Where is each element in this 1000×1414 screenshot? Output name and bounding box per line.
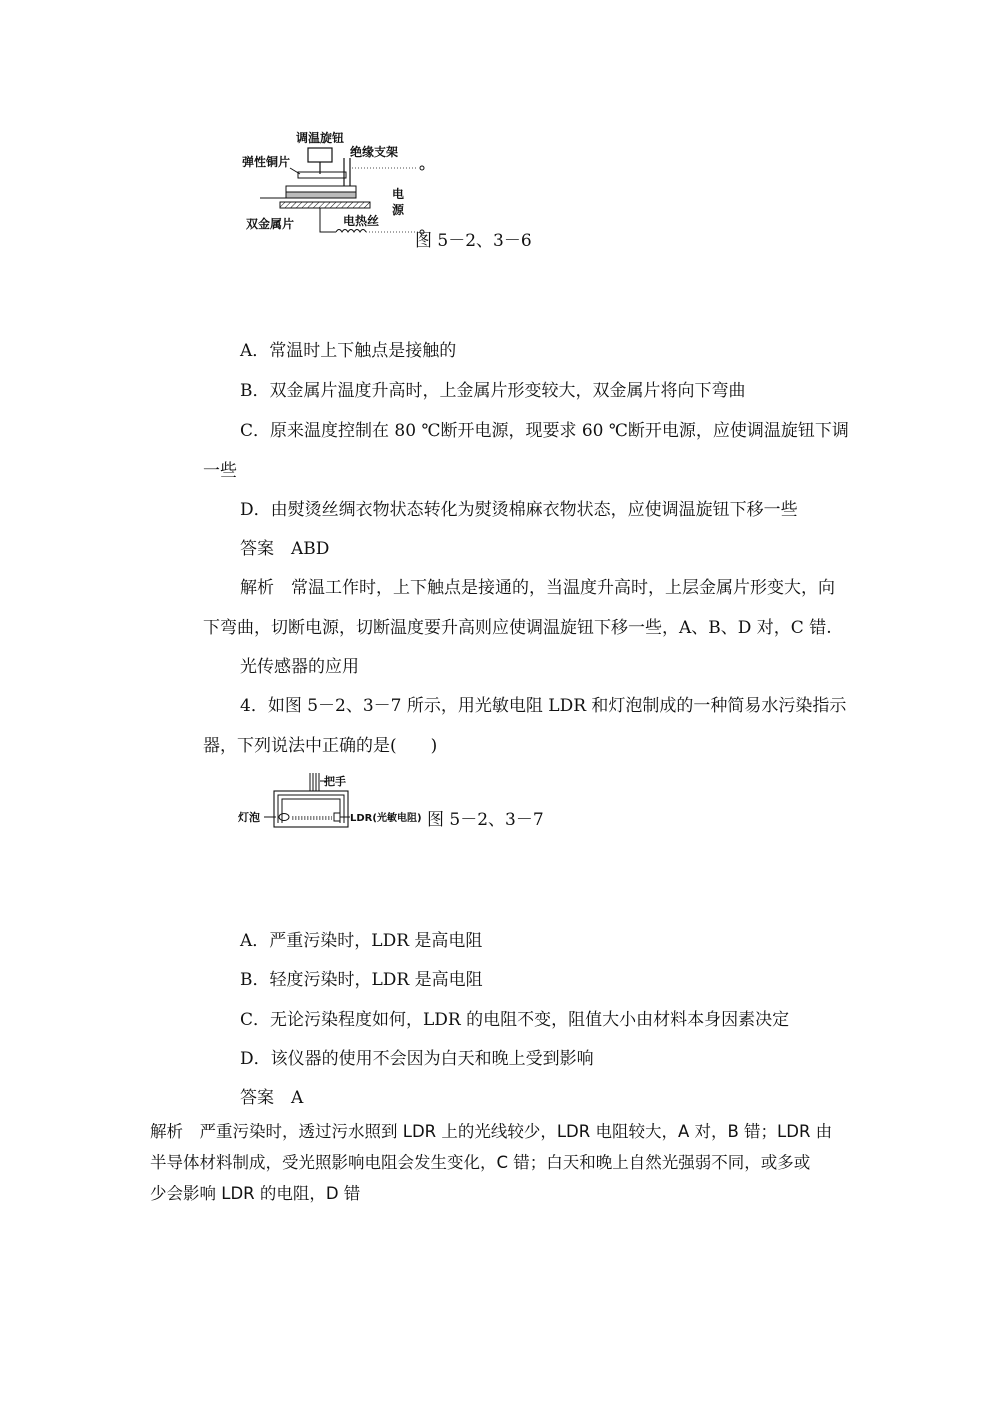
- water-pollution-indicator-diagram: [236, 771, 426, 831]
- figure-caption-5-2-3-6: 图 5－2、3－6: [415, 231, 532, 251]
- q3-analysis-line2: 下弯曲，切断电源，切断温度要升高则应使调温旋钮下移一些，A、B、D 对，C 错.: [203, 618, 832, 638]
- label-ldr: LDR(光敏电阻): [350, 813, 422, 824]
- label-handle: 把手: [324, 775, 346, 788]
- label-bimetal: 双金属片: [246, 217, 295, 231]
- q3-option-d: D．由熨烫丝绸衣物状态转化为熨烫棉麻衣物状态，应使调温旋钮下移一些: [240, 500, 798, 520]
- q4-analysis-line3: 少会影响 LDR 的电阻，D 错: [150, 1184, 361, 1203]
- q3-option-b: B．双金属片温度升高时，上金属片形变较大，双金属片将向下弯曲: [240, 381, 746, 401]
- label-heater: 电热丝: [343, 214, 380, 228]
- q4-option-a: A．严重污染时，LDR 是高电阻: [240, 931, 483, 951]
- q3-option-c-line1: C．原来温度控制在 80 ℃断开电源，现要求 60 ℃断开电源，应使调温旋钮下调: [240, 421, 849, 441]
- q4-answer: 答案 A: [240, 1088, 304, 1108]
- label-bulb: 灯泡: [238, 811, 260, 824]
- label-support: 绝缘支架: [350, 145, 399, 159]
- section-title: 光传感器的应用: [240, 657, 359, 677]
- label-knob: 调温旋钮: [296, 131, 345, 145]
- q4-stem-line2: 器，下列说法中正确的是( ): [203, 736, 438, 756]
- figure-caption-5-2-3-7: 图 5－2、3－7: [427, 810, 544, 830]
- q3-option-a: A．常温时上下触点是接触的: [240, 341, 457, 361]
- q4-option-d: D．该仪器的使用不会因为白天和晚上受到影响: [240, 1049, 594, 1069]
- label-power-1: 电: [392, 187, 405, 201]
- q4-analysis-line1: 解析 严重污染时，透过污水照到 LDR 上的光线较少，LDR 电阻较大，A 对，B 错；LDR 由: [150, 1122, 833, 1141]
- q4-option-b: B．轻度污染时，LDR 是高电阻: [240, 970, 483, 990]
- label-spring: 弹性铜片: [242, 155, 291, 169]
- q3-analysis-line1: 解析 常温工作时，上下触点是接通的，当温度升高时，上层金属片形变大，向: [240, 578, 835, 598]
- q3-option-c-line2: 一些: [203, 461, 237, 481]
- q4-option-c: C．无论污染程度如何，LDR 的电阻不变，阻值大小由材料本身因素决定: [240, 1010, 790, 1030]
- label-power-2: 源: [392, 203, 405, 217]
- q4-analysis-line2: 半导体材料制成，受光照影响电阻会发生变化，C 错；白天和晚上自然光强弱不同，或多或: [150, 1153, 811, 1172]
- thermostat-diagram: [240, 128, 430, 240]
- q4-stem-line1: 4．如图 5－2、3－7 所示，用光敏电阻 LDR 和灯泡制成的一种简易水污染指示: [240, 696, 847, 716]
- q3-answer: 答案 ABD: [240, 539, 330, 559]
